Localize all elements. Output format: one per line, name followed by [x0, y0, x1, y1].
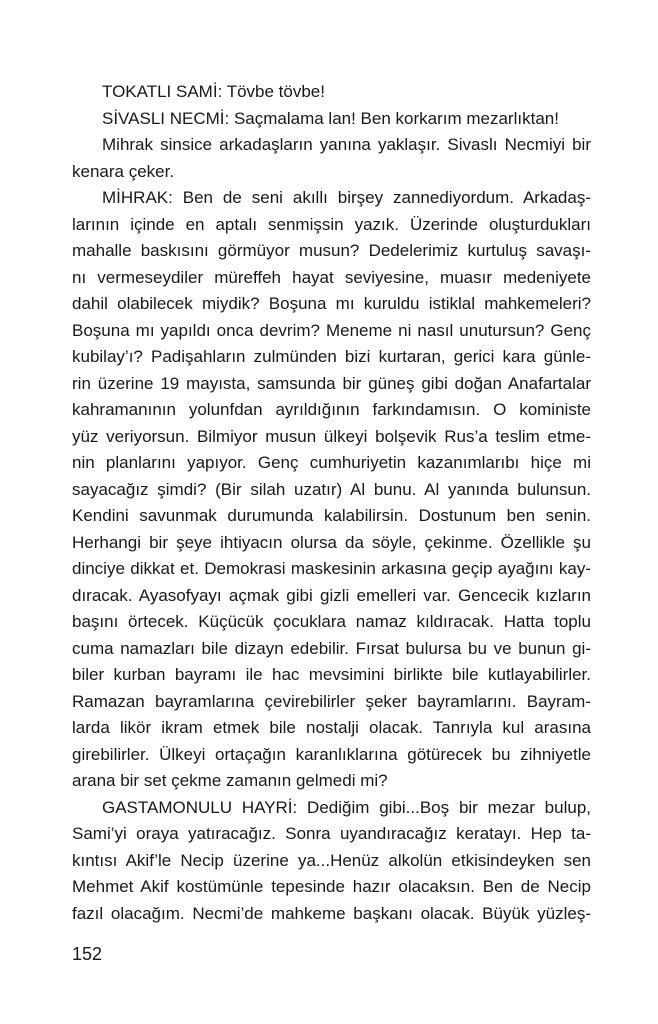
text-line: kahramanının yolunfdan ayrıldığının farkındamısın. O koministe — [72, 400, 591, 419]
text-line: kubilay’ı? Padişahların zulmünden bizi kurtaran, gerici kara günle- — [72, 347, 591, 366]
paragraph — [72, 132, 591, 185]
text-line: dahil olabilecek miydik? Boşuna mı kuruldu istiklal mahkemeleri? — [72, 294, 591, 313]
text-line: rin üzerine 19 mayısta, samsunda bir güneş gibi doğan Anafartalar — [72, 373, 591, 393]
text-line: nı vermeseydiler müreffeh hayat seviyesine, muasır medeniyete — [72, 267, 591, 287]
text-line: kenara çeker. — [72, 161, 175, 181]
text-line: mahalle baskısını görmüyor musun? Dedelerimiz kurtuluş savaşı- — [72, 241, 591, 260]
paragraph — [72, 79, 591, 106]
text-line: arana bir set çekme zamanın gelmedi mi? — [72, 771, 388, 790]
text-line: fazıl olacağım. Necmi’de mahkeme başkanı olacak. Büyük yüzleş- — [72, 903, 591, 923]
text-block — [72, 79, 591, 927]
text-line: Ramazan bayramlarına çevirebilirler şeker bayramlarını. Bayram- — [72, 691, 591, 711]
text-line: dıracak. Ayasofyayı açmak gibi gizli emelleri var. Gencecik kızların — [72, 585, 591, 605]
text-line: başını örtecek. Küçücük çocuklara namaz kıldıracak. Hatta toplu — [72, 612, 591, 631]
text-line: TOKATLI SAMİ: Tövbe tövbe! — [102, 82, 325, 101]
text-line: kıntısı Akif’le Necip üzerine ya...Henüz alkolün etkisindeyken sen — [72, 850, 591, 870]
text-line: larda likör ikram etmek bile nostalji olacak. Tanrıyla kul arasına — [72, 718, 591, 737]
page-number: 152 — [72, 944, 103, 964]
paragraph — [72, 106, 591, 133]
text-line: Mehmet Akif kostümünle tepesinde hazır olacaksın. Ben de Necip — [72, 877, 591, 896]
paragraph — [72, 185, 591, 795]
text-line: dinciye dikkat et. Demokrasi maskesinin arkasına geçip ayağını kay- — [72, 559, 591, 578]
text-line: nin planlarını yapıyor. Genç cumhuriyetin kazanımlarıbı hiçe mi — [72, 453, 591, 472]
text-line: GASTAMONULU HAYRİ: Dediğim gibi...Boş bir mezar bulup, — [102, 797, 591, 817]
text-line: larının içinde en aptalı senmişsin yazık. Üzerinde oluşturdukları — [72, 214, 591, 234]
text-line: sayacağız şimdi? (Bir silah uzatır) Al bunu. Al yanında bulunsun. — [72, 479, 591, 499]
text-line: biler kurban bayramı ile hac mevsimini birlikte bile kutlayabilirler. — [72, 665, 591, 684]
text-line: cuma namazları bile dizayn edebilir. Fırsat bulursa bu ve bunun gi- — [72, 638, 591, 658]
text-line: girebilirler. Ülkeyi ortaçağın karanlıklarına götürecek bu zihniyetle — [72, 744, 591, 764]
text-line: Herhangi bir şeye ihtiyacın olursa da söyle, çekinme. Özellikle şu — [72, 532, 591, 552]
text-line: SİVASLI NECMİ: Saçmalama lan! Ben korkarım mezarlıktan! — [102, 108, 559, 128]
text-line: Sami’yi oraya yatıracağız. Sonra uyandıracağız keratayı. Hep ta- — [72, 824, 591, 843]
text-line: Mihrak sinsice arkadaşların yanına yaklaşır. Sivaslı Necmiyi bir — [102, 135, 591, 154]
text-line: MİHRAK: Ben de seni akıllı birşey zannediyordum. Arkadaş- — [102, 188, 591, 207]
text-line: Kendini savunmak durumunda kalabilirsin. Dostunum ben senin. — [72, 506, 591, 525]
paragraph — [72, 795, 591, 928]
text-line: Boşuna mı yapıldı onca devrim? Meneme ni nasıl unutursun? Genç — [72, 320, 591, 340]
text-line: yüz veriyorsun. Bilmiyor musun ülkeyi bolşevik Rus’a teslim etme- — [72, 426, 591, 446]
